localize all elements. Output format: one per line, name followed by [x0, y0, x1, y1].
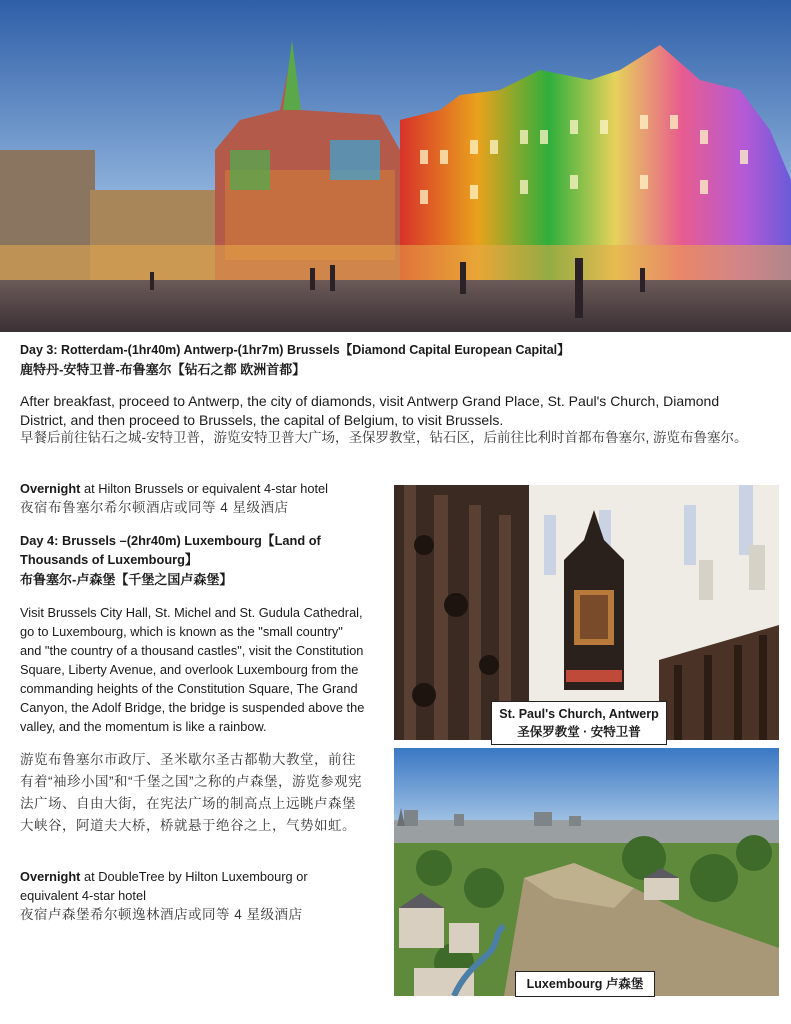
day4-overnight-en [20, 867, 320, 905]
luxembourg-photo [394, 748, 779, 996]
day4-title-zh: 布鲁塞尔-卢森堡【千堡之国卢森堡】 [20, 572, 233, 587]
luxembourg-caption: Luxembourg 卢森堡 [515, 971, 655, 997]
day3-overnight-en [20, 479, 365, 498]
church-caption-en: St. Paul's Church, Antwerp [499, 707, 659, 721]
day3-overnight-zh: 夜宿布鲁塞尔希尔顿酒店或同等 4 星级酒店 [20, 500, 289, 515]
day3-overnight-hotel: at Hilton Brussels or equivalent 4-star hotel [80, 481, 328, 496]
day4-overnight-label: Overnight [20, 869, 81, 884]
hero-image-grand-place [0, 0, 791, 332]
day4-overnight-hotel: at DoubleTree by Hilton Luxembourg or equivalent 4-star hotel [20, 869, 308, 903]
day3-title-zh: 鹿特丹-安特卫普-布鲁塞尔【钻石之都 欧洲首都】 [20, 362, 306, 377]
day3-overnight-label: Overnight [20, 481, 81, 496]
church-caption [491, 701, 667, 745]
day4-overnight-zh: 夜宿卢森堡希尔顿逸林酒店或同等 4 星级酒店 [20, 907, 303, 922]
church-caption-zh: 圣保罗教堂 · 安特卫普 [517, 725, 641, 739]
day3-description-zh: 早餐后前往钻石之城-安特卫普，游览安特卫普大广场，圣保罗教堂，钻石区，后前往比利时首都布鲁塞尔, 游览布鲁塞尔。 [20, 430, 748, 445]
day4-title-en: Day 4: Brussels –(2hr40m) Luxembourg【Land of Thousands of Luxembourg】 [20, 533, 321, 567]
day4-description-en: Visit Brussels City Hall, St. Michel and St. Gudula Cathedral, go to Luxembourg, which is known as the "small country" and "the country of a thousand castles", visit the Constitution Square, Liberty Avenue, and overlook Luxembourg from the commanding heights of the Constitution Square, The Grand Canyon, the Adolf Bridge, the bridge is suspended above the valley, and the momentum is like a rainbow. [20, 605, 365, 734]
day3-description-en: After breakfast, proceed to Antwerp, the city of diamonds, visit Antwerp Grand Place, St. Paul's Church, Diamond District, and then proceed to Brussels, the capital of Belgium, to visit Brussels. [20, 393, 720, 428]
day4-description-zh: 游览布鲁塞尔市政厅、圣米歇尔圣古都勒大教堂，前往有着“袖珍小国”和“千堡之国”之称的卢森堡，游览参观宪 法广场、自由大街，在宪法广场的制高点上远眺卢森堡 大峡谷，阿道夫大桥，桥就悬于绝谷之上，气势如虹。 [20, 752, 362, 833]
day3-title-en: Day 3: Rotterdam-(1hr40m) Antwerp-(1hr7m) Brussels【Diamond Capital European Capital】 [20, 343, 570, 357]
